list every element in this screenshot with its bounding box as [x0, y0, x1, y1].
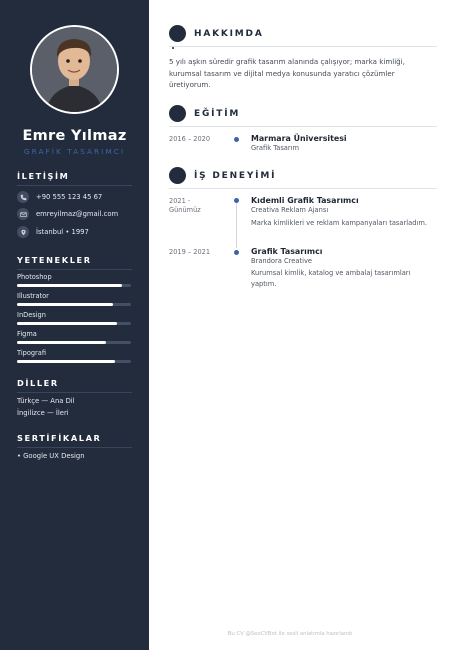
skill-bar — [17, 322, 131, 325]
language-item: Türkçe — Ana Dil — [17, 397, 75, 405]
timeline-dot-icon — [234, 250, 239, 255]
education-subtitle: Grafik Tasarım — [251, 144, 300, 152]
experience-date: 2019 – 2021 — [169, 248, 211, 256]
skill-name: Photoshop — [17, 273, 52, 281]
experience-company: Brandora Creative — [251, 257, 313, 265]
about-text: 5 yılı aşkın süredir grafik tasarım alanında çalışıyor; marka kimliği, kurumsal tasarım ve dijital medya konusunda yaratıcı çözümler üretiyorum. — [169, 57, 405, 89]
skill-name: InDesign — [17, 311, 46, 319]
skill-item — [17, 349, 131, 363]
education-title: Marmara Üniversitesi — [251, 134, 347, 143]
divider — [169, 188, 437, 189]
contact-phone — [17, 191, 102, 203]
profile-title: GRAFİK TASARIMCI — [23, 147, 126, 156]
phone-icon — [17, 191, 29, 203]
bullet-mark — [172, 47, 174, 49]
skill-name: Figma — [17, 330, 37, 338]
about-heading — [169, 25, 264, 42]
skill-name: Tipografi — [17, 349, 46, 357]
timeline-dot-icon — [234, 198, 239, 203]
footer-note: Bu CV @SeoCVBot ile sesli anlatımla hazırlandı — [227, 631, 353, 637]
experience-heading-text: İŞ DENEYİMİ — [194, 170, 277, 181]
language-item: İngilizce — İleri — [17, 409, 69, 417]
skill-item — [17, 311, 131, 325]
skill-bar — [17, 341, 131, 344]
about-heading-text: HAKKIMDA — [194, 28, 264, 39]
experience-company: Creativa Reklam Ajansı — [251, 206, 329, 214]
contact-heading: İLETİŞİM — [17, 171, 132, 186]
experience-desc: Marka kimlikleri ve reklam kampanyaları tasarladım. — [251, 219, 427, 227]
experience-date: 2021 - Günümüz — [169, 197, 201, 214]
skill-bar — [17, 284, 131, 287]
skill-item — [17, 273, 131, 287]
skill-name: Illustrator — [17, 292, 49, 300]
contact-email — [17, 208, 118, 220]
skill-bar — [17, 303, 131, 306]
skill-bar-fill — [17, 284, 122, 287]
education-heading-text: EĞİTİM — [194, 108, 241, 119]
section-dot-icon — [169, 167, 186, 184]
experience-desc: Kurumsal kimlik, katalog ve ambalaj tasarımları yaptım. — [251, 269, 411, 288]
education-heading — [169, 105, 240, 122]
contact-email-text: emreyilmaz@gmail.com — [36, 210, 119, 218]
contact-phone-text: +90 555 123 45 67 — [36, 193, 103, 201]
skill-item — [17, 292, 131, 306]
experience-heading — [169, 167, 276, 184]
skill-bar — [17, 360, 131, 363]
cert-item: • Google UX Design — [17, 452, 85, 460]
mail-icon — [17, 208, 29, 220]
certs-heading: SERTİFİKALAR — [17, 433, 132, 448]
contact-location-text: İstanbul • 1997 — [36, 228, 89, 236]
location-icon — [17, 226, 29, 238]
sidebar — [0, 0, 149, 650]
skill-bar-fill — [17, 322, 117, 325]
languages-heading: DİLLER — [17, 378, 132, 393]
skill-bar-fill — [17, 341, 106, 344]
skill-bar-fill — [17, 360, 115, 363]
skills-heading: YETENEKLER — [17, 255, 132, 270]
divider — [169, 46, 437, 47]
skill-item — [17, 330, 131, 344]
timeline-line — [236, 200, 237, 248]
section-dot-icon — [169, 25, 186, 42]
divider — [169, 126, 437, 127]
skill-bar-fill — [17, 303, 113, 306]
contact-location — [17, 226, 89, 238]
experience-title: Grafik Tasarımcı — [251, 247, 323, 256]
profile-name: Emre Yılmaz — [22, 128, 127, 144]
section-dot-icon — [169, 105, 186, 122]
experience-title: Kıdemli Grafik Tasarımcı — [251, 196, 359, 205]
education-date: 2016 – 2020 — [169, 135, 211, 143]
avatar — [30, 25, 119, 114]
timeline-dot-icon — [234, 137, 239, 142]
avatar-illustration — [32, 27, 117, 112]
